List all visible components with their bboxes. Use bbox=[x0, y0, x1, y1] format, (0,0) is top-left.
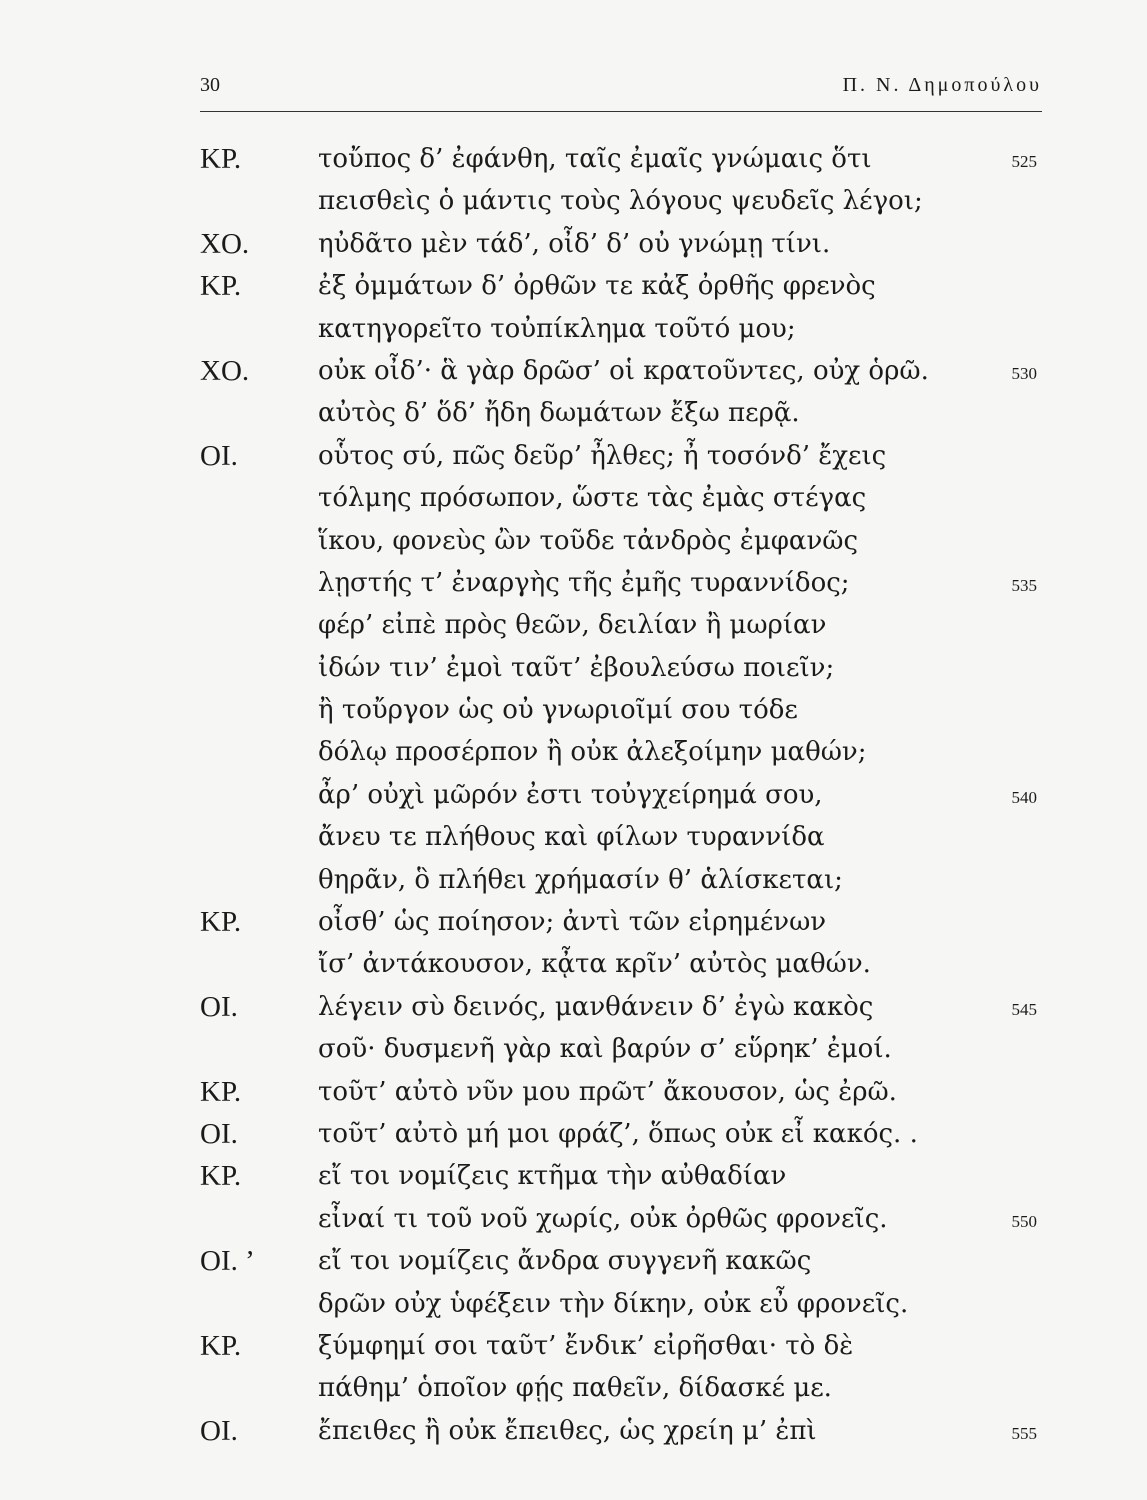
verse-line bbox=[0, 604, 1147, 646]
speaker-label: ΟΙ. bbox=[200, 439, 238, 472]
verse-text: ἴσ’ ἀντάκουσον, κᾆτα κρῖν’ αὐτὸς μαθών. bbox=[318, 949, 871, 980]
verse-text: οὐκ οἶδ’· ἃ γὰρ δρῶσ’ οἱ κρατοῦντες, οὐχ ὁρῶ. bbox=[318, 355, 929, 386]
verse-text: δρῶν οὐχ ὑφέξειν τὴν δίκην, οὐκ εὖ φρονεῖς. bbox=[318, 1288, 909, 1319]
verse-line bbox=[0, 774, 1147, 816]
verse-text: εἶναί τι τοῦ νοῦ χωρίς, οὐκ ὀρθῶς φρονεῖς. bbox=[318, 1203, 888, 1234]
verse-text: ἵκου, φονεὺς ὢν τοῦδε τἀνδρὸς ἐμφανῶς bbox=[318, 525, 859, 556]
speaker-label: ΚΡ. bbox=[200, 906, 242, 939]
verse-text: πάθημ’ ὁποῖον φῄς παθεῖν, δίδασκέ με. bbox=[318, 1373, 832, 1404]
line-number: 550 bbox=[1011, 1211, 1037, 1231]
verse-text: σοῦ· δυσμενῆ γὰρ καὶ βαρύν σ’ εὕρηκ’ ἐμοί. bbox=[318, 1034, 892, 1065]
verse-line bbox=[0, 647, 1147, 689]
verse-text: εἴ τοι νομίζεις ἄνδρα συγγενῆ κακῶς bbox=[318, 1246, 812, 1277]
verse-line bbox=[0, 1367, 1147, 1409]
verse-line bbox=[0, 350, 1147, 392]
page-header bbox=[200, 74, 1042, 106]
line-number: 540 bbox=[1011, 787, 1037, 807]
verse-text: αὐτὸς δ’ ὅδ’ ἤδη δωμάτων ἔξω περᾷ. bbox=[318, 398, 800, 429]
verse-line bbox=[0, 138, 1147, 180]
verse-line bbox=[0, 308, 1147, 350]
verse-line bbox=[0, 562, 1147, 604]
verse-text: ηὐδᾶτο μὲν τάδ’, οἶδ’ δ’ οὐ γνώμῃ τίνι. bbox=[318, 228, 831, 259]
speaker-label: ΚΡ. bbox=[200, 270, 242, 303]
verse-line bbox=[0, 1071, 1147, 1113]
verse-text: λῃστής τ’ ἐναργὴς τῆς ἐμῆς τυραννίδος; bbox=[318, 567, 850, 598]
verse-line bbox=[0, 1240, 1147, 1282]
verse-text: ἢ τοὔργον ὡς οὐ γνωριοῖμί σου τόδε bbox=[318, 695, 798, 726]
verse-line bbox=[0, 986, 1147, 1028]
verse-text: τοῦτ’ αὐτὸ νῦν μου πρῶτ’ ἄκουσον, ὡς ἐρῶ. bbox=[318, 1076, 897, 1107]
verse-line bbox=[0, 265, 1147, 307]
verse-line bbox=[0, 1028, 1147, 1070]
verse-line bbox=[0, 477, 1147, 519]
verse-line bbox=[0, 689, 1147, 731]
verse-line bbox=[0, 223, 1147, 265]
verse-line bbox=[0, 1325, 1147, 1367]
verse-line bbox=[0, 1155, 1147, 1197]
speaker-label: ΟΙ. bbox=[200, 1117, 238, 1150]
running-head-author: Π. Ν. Δημοπούλου bbox=[842, 74, 1042, 96]
verse-text: δόλῳ προσέρπον ἢ οὐκ ἀλεξοίμην μαθών; bbox=[318, 737, 867, 768]
line-number: 525 bbox=[1011, 152, 1037, 171]
verse-block bbox=[0, 138, 1147, 1452]
verse-line bbox=[0, 816, 1147, 858]
verse-text: φέρ’ εἰπὲ πρὸς θεῶν, δειλίαν ἢ μωρίαν bbox=[318, 610, 827, 641]
verse-line bbox=[0, 943, 1147, 985]
speaker-label: ΟΙ. ’ bbox=[200, 1245, 255, 1278]
speaker-label: ΟΙ. bbox=[200, 990, 238, 1023]
verse-text: ἆρ’ οὐχὶ μῶρόν ἐστι τοὐγχείρημά σου, bbox=[318, 779, 823, 810]
verse-text: ἰδών τιν’ ἐμοὶ ταῦτ’ ἐβουλεύσω ποιεῖν; bbox=[318, 652, 835, 683]
verse-text: ἄνευ τε πλήθους καὶ φίλων τυραννίδα bbox=[318, 822, 825, 853]
speaker-label: ΚΡ. bbox=[200, 1329, 242, 1362]
verse-line bbox=[0, 1283, 1147, 1325]
verse-line bbox=[0, 1410, 1147, 1452]
speaker-label: ΧΟ. bbox=[200, 354, 250, 387]
verse-line bbox=[0, 1113, 1147, 1155]
verse-line bbox=[0, 435, 1147, 477]
page-number: 30 bbox=[200, 74, 220, 96]
verse-text: λέγειν σὺ δεινός, μανθάνειν δ’ ἐγὼ κακὸς bbox=[318, 991, 874, 1022]
verse-text: τοῦτ’ αὐτὸ μή μοι φράζ’, ὅπως οὐκ εἶ κακός. . bbox=[318, 1118, 918, 1149]
verse-text: τοὔπος δ’ ἐφάνθη, ταῖς ἐμαῖς γνώμαις ὅτι bbox=[318, 144, 872, 174]
verse-line bbox=[0, 392, 1147, 434]
verse-text: τόλμης πρόσωπον, ὥστε τὰς ἐμὰς στέγας bbox=[318, 483, 867, 514]
speaker-label: ΧΟ. bbox=[200, 227, 250, 260]
verse-text: πεισθεὶς ὁ μάντις τοὺς λόγους ψευδεῖς λέγοι; bbox=[318, 186, 923, 217]
verse-text: ξύμφημί σοι ταῦτ’ ἔνδικ’ εἰρῆσθαι· τὸ δὲ bbox=[318, 1330, 854, 1361]
verse-line bbox=[0, 901, 1147, 943]
verse-text: θηρᾶν, ὃ πλήθει χρήμασίν θ’ ἁλίσκεται; bbox=[318, 864, 843, 895]
verse-line bbox=[0, 859, 1147, 901]
line-number: 535 bbox=[1011, 575, 1037, 595]
verse-text: κατηγορεῖτο τοὐπίκλημα τοῦτό μου; bbox=[318, 313, 796, 344]
verse-line bbox=[0, 1198, 1147, 1240]
header-rule bbox=[200, 111, 1042, 112]
verse-text: οἶσθ’ ὡς ποίησον; ἀντὶ τῶν εἰρημένων bbox=[318, 907, 827, 938]
verse-line bbox=[0, 731, 1147, 773]
verse-line bbox=[0, 520, 1147, 562]
verse-text: εἴ τοι νομίζεις κτῆμα τὴν αὐθαδίαν bbox=[318, 1161, 787, 1192]
speaker-label: ΟΙ. bbox=[200, 1414, 238, 1447]
line-number: 555 bbox=[1011, 1423, 1037, 1443]
speaker-label: ΚΡ. bbox=[200, 1075, 242, 1108]
line-number: 530 bbox=[1011, 363, 1037, 383]
verse-text: ἐξ ὀμμάτων δ’ ὀρθῶν τε κἀξ ὀρθῆς φρενὸς bbox=[318, 271, 876, 302]
speaker-label: ΚΡ. bbox=[200, 1160, 242, 1193]
verse-line bbox=[0, 180, 1147, 222]
line-number: 545 bbox=[1011, 999, 1037, 1019]
verse-text: οὗτος σύ, πῶς δεῦρ’ ἦλθες; ἦ τοσόνδ’ ἔχεις bbox=[318, 440, 887, 471]
verse-text: ἔπειθες ἢ οὐκ ἔπειθες, ὡς χρείη μ’ ἐπὶ bbox=[318, 1415, 817, 1446]
speaker-label: ΚΡ. bbox=[200, 143, 242, 175]
